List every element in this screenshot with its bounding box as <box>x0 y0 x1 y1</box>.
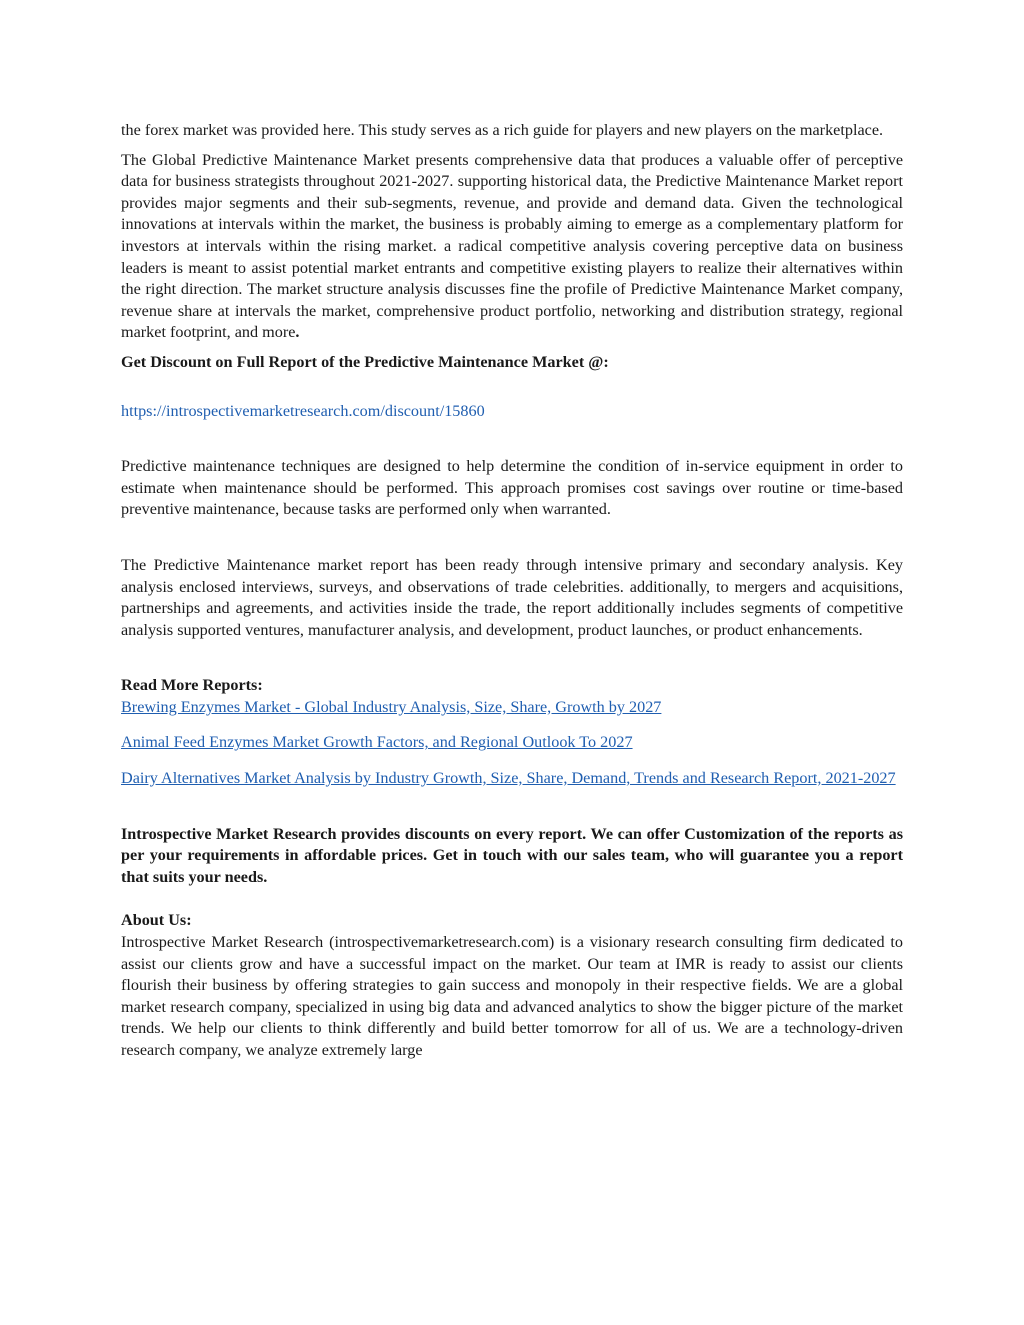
global-market-text: The Global Predictive Maintenance Market presents comprehensive data that produces a valuable offer of perceptive data for business strategists throughout 2021-2027. supporting historical data, the Predictive Maintenance Market report provides major segments and their sub-segments, revenue, and provide and demand data. Given the technological innovations at intervals within the market, the business is probably aiming to emerge as a complementary platform for investors at intervals within the rising market. a radical competitive analysis covering perceptive data on business leaders is meant to assist potential market entrants and competitive existing players to realize their alternatives within the right direction. The market structure analysis discusses fine the profile of Predictive Maintenance Market company, revenue share at intervals the market, comprehensive product portfolio, networking and distribution strategy, regional market footprint, and more <box>121 150 903 342</box>
related-report-link-brewing[interactable]: Brewing Enzymes Market - Global Industry Analysis, Size, Share, Growth by 2027 <box>121 697 662 716</box>
discount-heading: Get Discount on Full Report of the Predictive Maintenance Market @: <box>121 352 609 371</box>
predictive-maintenance-paragraph: Predictive maintenance techniques are designed to help determine the condition of in-service equipment in order to estimate when maintenance should be performed. This approach promises cost savings over routine or time-based preventive maintenance, because tasks are performed only when warranted. <box>121 457 903 519</box>
document-page <box>121 120 903 1062</box>
discount-link-paragraph <box>121 401 903 423</box>
discount-link[interactable]: https://introspectivemarketresearch.com/discount/15860 <box>121 401 485 420</box>
about-us-paragraph: Introspective Market Research (introspectivemarketresearch.com) is a visionary research consulting firm dedicated to assist our clients grow and have a successful impact on the market. Our team at IMR is ready to assist our clients flourish their business by offering strategies to gain success and monopoly in their respective fields. We are a global market research company, specialized in using big data and advanced analytics to show the bigger picture of the market trends. We help our clients to think differently and build better tomorrow for all of us. We are a technology-driven research company, we analyze extremely large <box>121 933 903 1059</box>
related-report-link-animal-feed[interactable]: Animal Feed Enzymes Market Growth Factors, and Regional Outlook To 2027 <box>121 733 633 752</box>
discount-offer-paragraph: Introspective Market Research provides discounts on every report. We can offer Customization of the reports as per your requirements in affordable prices. Get in touch with our sales team, who will guarantee you a report that suits your needs. <box>121 824 903 886</box>
intro-paragraph: the forex market was provided here. This study serves as a rich guide for players and new players on the marketplace. <box>121 121 884 139</box>
about-us-heading: About Us: <box>121 911 192 930</box>
report-paragraph: The Predictive Maintenance market report has been ready through intensive primary and secondary analysis. Key analysis enclosed interviews, surveys, and observations of trade celebrities. additionally, to mergers and acquisitions, partnerships and agreements, and activities inside the trade, the report additionally includes segments of competitive analysis supported ventures, manufacturer analysis, and development, product launches, or product enhancements. <box>121 555 903 639</box>
read-more-heading: Read More Reports: <box>121 676 263 695</box>
global-market-period: . <box>295 323 300 342</box>
related-report-item <box>121 697 903 719</box>
related-report-item <box>121 768 903 790</box>
global-market-paragraph <box>121 150 903 344</box>
related-report-item <box>121 732 903 754</box>
related-report-link-dairy[interactable]: Dairy Alternatives Market Analysis by Industry Growth, Size, Share, Demand, Trends and Research Report, 2021-2027 <box>121 769 896 788</box>
